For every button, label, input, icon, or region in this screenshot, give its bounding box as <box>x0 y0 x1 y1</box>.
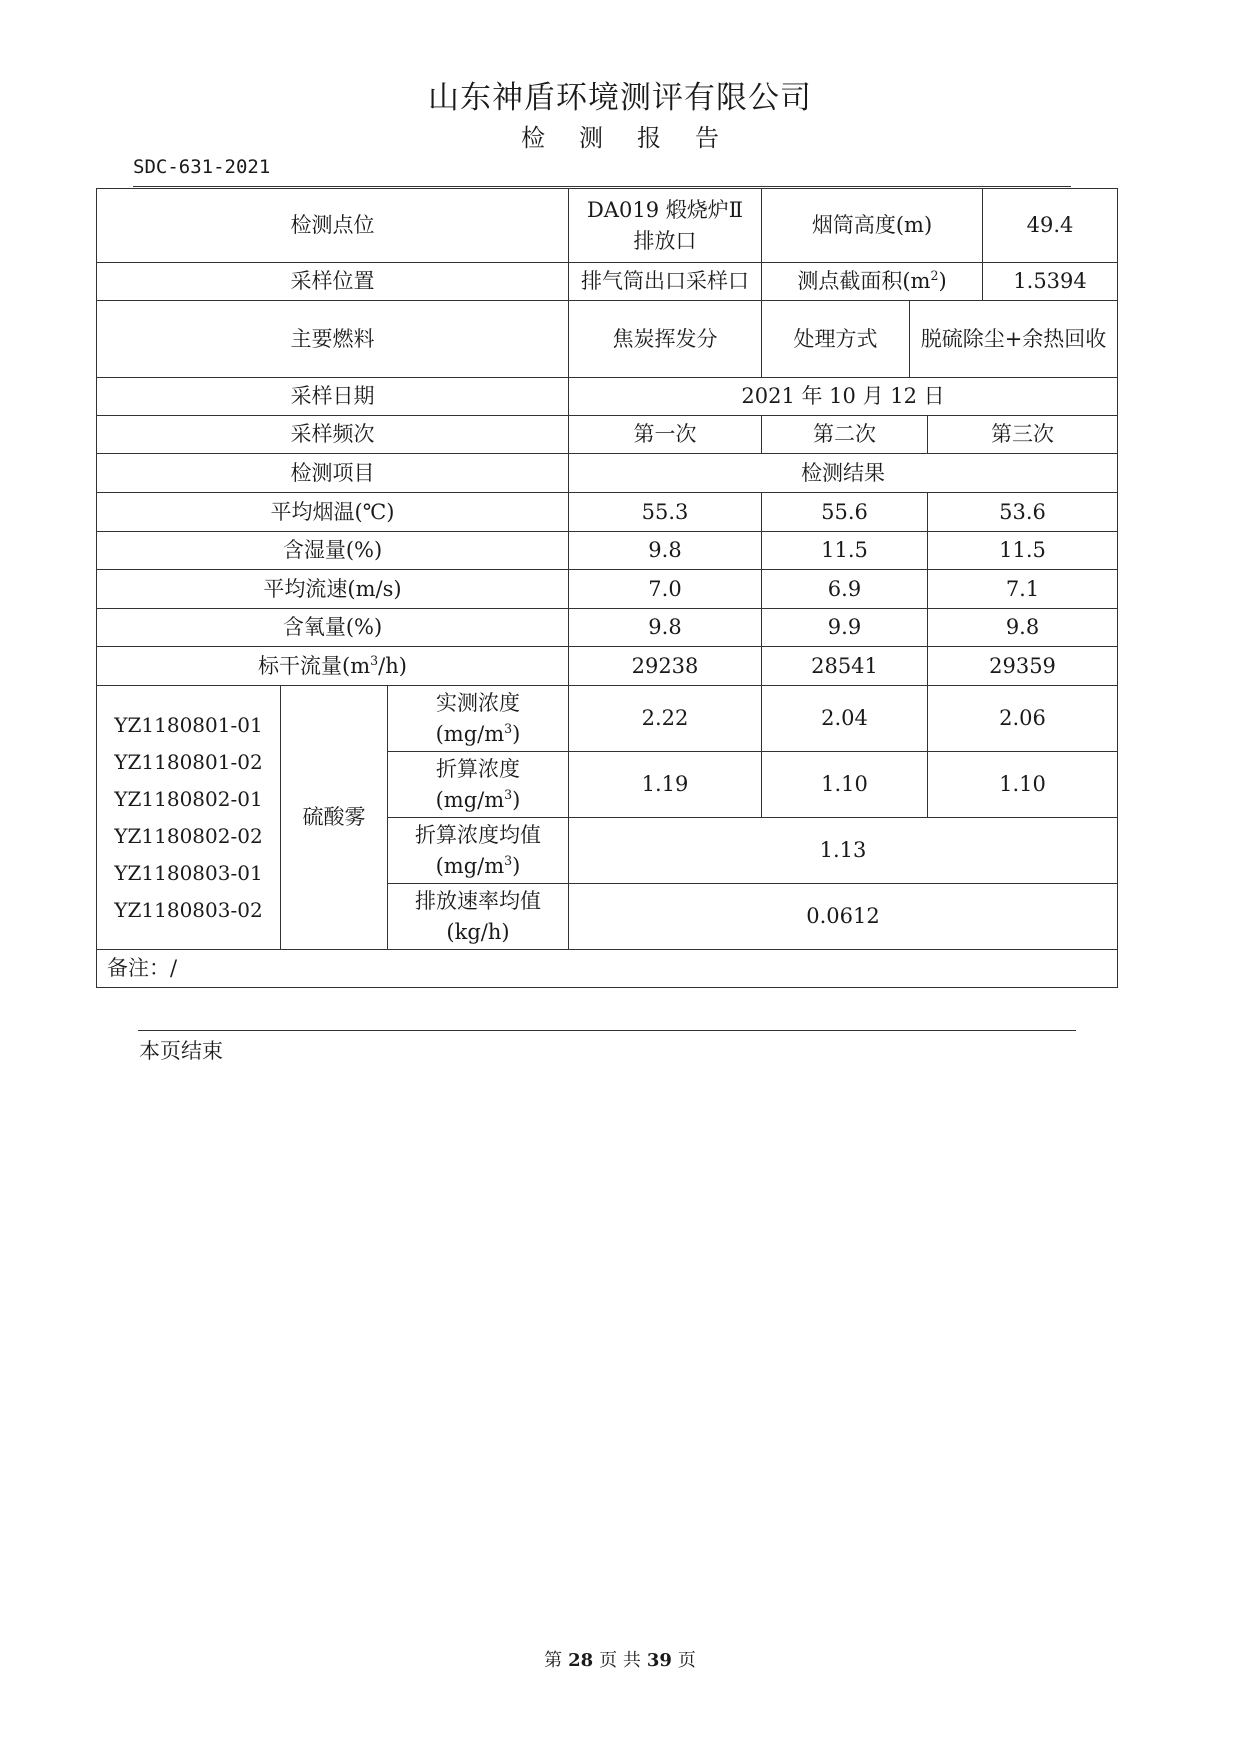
param-value: 9.8 <box>569 609 762 647</box>
page-total: 39 <box>646 1650 672 1671</box>
results-table <box>96 188 1118 988</box>
table-row <box>97 647 1118 686</box>
converted-value: 1.10 <box>762 752 928 818</box>
flow-value: 28541 <box>762 647 928 686</box>
result-label: 检测结果 <box>569 454 1118 493</box>
pollutant-name: 硫酸雾 <box>281 686 388 950</box>
page-number: 28 <box>568 1650 594 1671</box>
rate-avg-label: 排放速率均值 (kg/h) <box>388 884 569 950</box>
param-value: 53.6 <box>928 493 1118 532</box>
param-label: 含氧量(%) <box>97 609 569 647</box>
param-label: 平均流速(m/s) <box>97 570 569 609</box>
table-row <box>97 686 1118 752</box>
sampling-location-label: 采样位置 <box>97 263 569 301</box>
converted-value: 1.10 <box>928 752 1118 818</box>
date-value: 2021 年 10 月 12 日 <box>569 378 1118 416</box>
measured-value: 2.06 <box>928 686 1118 752</box>
header-divider <box>133 186 1071 187</box>
title-char: 测 <box>579 124 603 152</box>
sample-id: YZ1180803-01 <box>114 860 263 885</box>
param-label: 平均烟温(℃) <box>97 493 569 532</box>
sample-id: YZ1180803-02 <box>114 897 263 922</box>
table-row <box>97 532 1118 570</box>
converted-avg-label: 折算浓度均值 $(mg/m^3)$ <box>388 818 569 884</box>
title-char: 检 <box>521 124 545 152</box>
point-label: 检测点位 <box>97 189 569 263</box>
param-value: 11.5 <box>762 532 928 570</box>
stack-height-label: 烟筒高度(m) <box>762 189 983 263</box>
sample-id: YZ1180802-01 <box>114 786 263 811</box>
param-value: 6.9 <box>762 570 928 609</box>
flow-value: 29359 <box>928 647 1118 686</box>
param-value: 9.9 <box>762 609 928 647</box>
table-row <box>97 263 1118 301</box>
measured-value: 2.04 <box>762 686 928 752</box>
sample-id: YZ1180801-02 <box>114 749 263 774</box>
table-row <box>97 609 1118 647</box>
frequency-label: 采样频次 <box>97 416 569 454</box>
param-value: 7.0 <box>569 570 762 609</box>
frequency-2: 第二次 <box>762 416 928 454</box>
sample-id: YZ1180802-02 <box>114 823 263 848</box>
page-footer: 第 28 页 共 39 页 <box>544 1650 696 1671</box>
report-code: SDC-631-2021 <box>133 156 271 178</box>
frequency-3: 第三次 <box>928 416 1118 454</box>
param-label: 含湿量(%) <box>97 532 569 570</box>
converted-avg-value: 1.13 <box>569 818 1118 884</box>
remark: 备注：/ <box>97 950 1118 988</box>
param-value: 55.3 <box>569 493 762 532</box>
table-row <box>97 301 1118 378</box>
page-end-note: 本页结束 <box>139 1039 223 1063</box>
param-value: 7.1 <box>928 570 1118 609</box>
title-char: 告 <box>695 124 719 152</box>
company-name: 山东神盾环境测评有限公司 <box>428 80 812 116</box>
document-title <box>0 118 1240 153</box>
section-area-label: 测点截面积$(m^2)$ <box>762 263 983 301</box>
frequency-1: 第一次 <box>569 416 762 454</box>
sample-ids <box>97 686 281 950</box>
title-char: 报 <box>637 124 661 152</box>
sampling-location-value: 排气筒出口采样口 <box>569 263 762 301</box>
measured-value: 2.22 <box>569 686 762 752</box>
end-divider <box>138 1030 1076 1031</box>
table-row <box>97 416 1118 454</box>
treatment-label: 处理方式 <box>762 301 910 378</box>
table-row <box>97 950 1118 988</box>
table-row <box>97 189 1118 263</box>
measured-label: 实测浓度 $(mg/m^3)$ <box>388 686 569 752</box>
converted-label: 折算浓度 $(mg/m^3)$ <box>388 752 569 818</box>
fuel-label: 主要燃料 <box>97 301 569 378</box>
sample-id: YZ1180801-01 <box>114 712 263 737</box>
rate-avg-value: 0.0612 <box>569 884 1118 950</box>
table-row <box>97 570 1118 609</box>
table-row <box>97 493 1118 532</box>
param-value: 11.5 <box>928 532 1118 570</box>
param-value: 9.8 <box>569 532 762 570</box>
treatment-value: 脱硫除尘+余热回收 <box>910 301 1118 378</box>
date-label: 采样日期 <box>97 378 569 416</box>
flow-label: 标干流量$(m^3/h)$ <box>97 647 569 686</box>
param-value: 55.6 <box>762 493 928 532</box>
param-value: 9.8 <box>928 609 1118 647</box>
section-area-value: 1.5394 <box>983 263 1118 301</box>
flow-value: 29238 <box>569 647 762 686</box>
item-label: 检测项目 <box>97 454 569 493</box>
fuel-value: 焦炭挥发分 <box>569 301 762 378</box>
table-row <box>97 454 1118 493</box>
table-row <box>97 378 1118 416</box>
point-value: DA019 煅烧炉Ⅱ排放口 <box>569 189 762 263</box>
stack-height-value: 49.4 <box>983 189 1118 263</box>
converted-value: 1.19 <box>569 752 762 818</box>
